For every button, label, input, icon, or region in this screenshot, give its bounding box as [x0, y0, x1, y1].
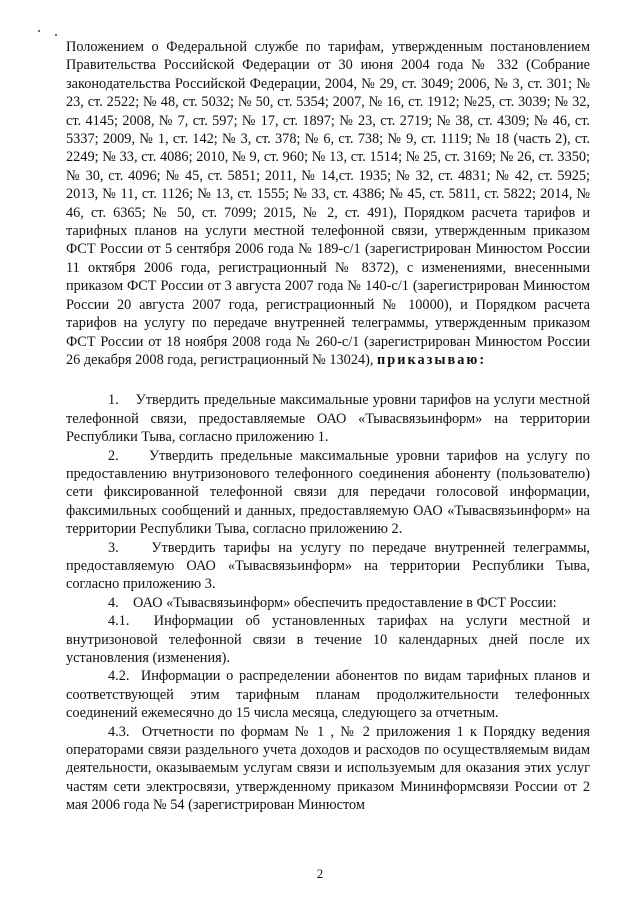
clause-4-1: [66, 612, 590, 667]
intro-paragraph: [66, 38, 590, 369]
scan-speck: [55, 34, 57, 36]
clause-number: 2.: [108, 447, 119, 464]
clause-4: [66, 594, 590, 612]
page-number: 2: [316, 866, 324, 881]
clause-text: Информации о распределении абонентов по видам тарифных планов и соответствующей этим тарифным планам продолжительности телефонных соединений ежемесячно до 15 числа месяца, следующего за отчетным.: [66, 668, 590, 722]
clause-1: [66, 391, 590, 446]
clause-text: Информации об установленных тарифах на услуги местной и внутризоновой телефонной связи в течение 10 календарных дней после их установления (изменения).: [66, 613, 590, 666]
clause-number: 4.: [108, 594, 119, 611]
clause-number: 3.: [108, 539, 119, 556]
scan-speck: [38, 30, 40, 32]
document-body: [66, 38, 590, 815]
clause-4-3: [66, 723, 590, 815]
clause-text: Утвердить предельные максимальные уровни тарифов на услугу по предоставлению внутризонового телефонного соединения абоненту (пользователю) сети фиксированной телефонной связи для передачи голосовой информации, факсимильных сообщений и данных, предоставляемую ОАО «Тывасвязьинформ» на территории Республики Тыва, согласно приложению 2.: [66, 447, 591, 538]
clause-text: Утвердить предельные максимальные уровни тарифов на услуги местной телефонной связи, предоставляемые ОАО «Тывасвязьинформ» на территории Республики Тыва, согласно приложению 1.: [66, 392, 590, 446]
clause-4-2: [66, 667, 590, 722]
clause-number: 1.: [108, 392, 119, 409]
clause-2: [66, 447, 590, 539]
clause-number: 4.2.: [108, 668, 130, 685]
clause-number: 4.1.: [108, 613, 130, 630]
clause-number: 4.3.: [108, 723, 130, 740]
clause-text: Утвердить тарифы на услугу по передаче внутренней телеграммы, предоставляемую ОАО «Тывасвязьинформ» на территории Республики Тыва, согласно приложению 3.: [66, 539, 590, 593]
clause-text: ОАО «Тывасвязьинформ» обеспечить предоставление в ФСТ России:: [133, 594, 557, 611]
order-word: приказываю:: [377, 351, 487, 368]
intro-text: Положением о Федеральной службе по тарифам, утвержденным постановлением Правительства Российской Федерации от 30 июня 2004 года № 332 (Собрание законодательства Российской Федерации, 2004, № 29, ст. 3049; 2006, № 3, ст. 301; № 23, ст. 2522; № 48, ст. 5032; № 50, ст. 5354; 2007, № 16, ст. 1912; №25, ст. 3039; № 32, ст. 4145; 2008, № 7, ст. 597; № 17, ст. 1897; № 23, ст. 2719; № 38, ст. 4309; № 46, ст. 5337; 2009, № 1, ст. 142; № 3, ст. 378; № 6, ст. 738; № 9, ст. 1119; № 18 (часть 2), ст. 2249; № 33, ст. 4086; 2010, № 9, ст. 960; № 13, ст. 1514; № 25, ст. 3169; № 26, ст. 3350; № 30, ст. 4096; № 45, ст. 5851; 2011, № 14,ст. 1935; № 32, ст. 4831; № 42, ст. 5925; 2013, № 11, ст. 1126; № 13, ст. 1555; № 33, ст. 4386; № 45, ст. 5811, ст. 5822; 2014, № 46, ст. 6365; № 50, ст. 7099; 2015, № 2, ст. 491), Порядком расчета тарифов и тарифных планов на услуги местной телефонной связи, утвержденным приказом ФСТ России от 5 сентября 2006 года № 189-с/1 (зарегистрирован Минюстом России 11 октября 2006 года, регистрационный № 8372), с изменениями, внесенными приказом ФСТ России от 3 августа 2007 года № 140-с/1 (зарегистрирован Минюстом России 20 августа 2007 года, регистрационный № 10000), и Порядком расчета тарифов на услугу по передаче внутренней телеграммы, утвержденным приказом ФСТ России от 18 ноября 2008 года № 260-с/1 (зарегистрирован Минюстом России 26 декабря 2008 года, регистрационный № 13024),: [66, 39, 590, 368]
clause-3: [66, 539, 590, 594]
clause-text: Отчетности по формам № 1 , № 2 приложения 1 к Порядку ведения операторами связи раздельного учета доходов и расходов по осуществляемым видам деятельности, оказываемым услугам связи и используемым для оказания этих услуг частям сети электросвязи, утвержденному приказом Мининформсвязи России от 2 мая 2006 года № 54 (зарегистрирован Минюстом: [66, 723, 590, 814]
